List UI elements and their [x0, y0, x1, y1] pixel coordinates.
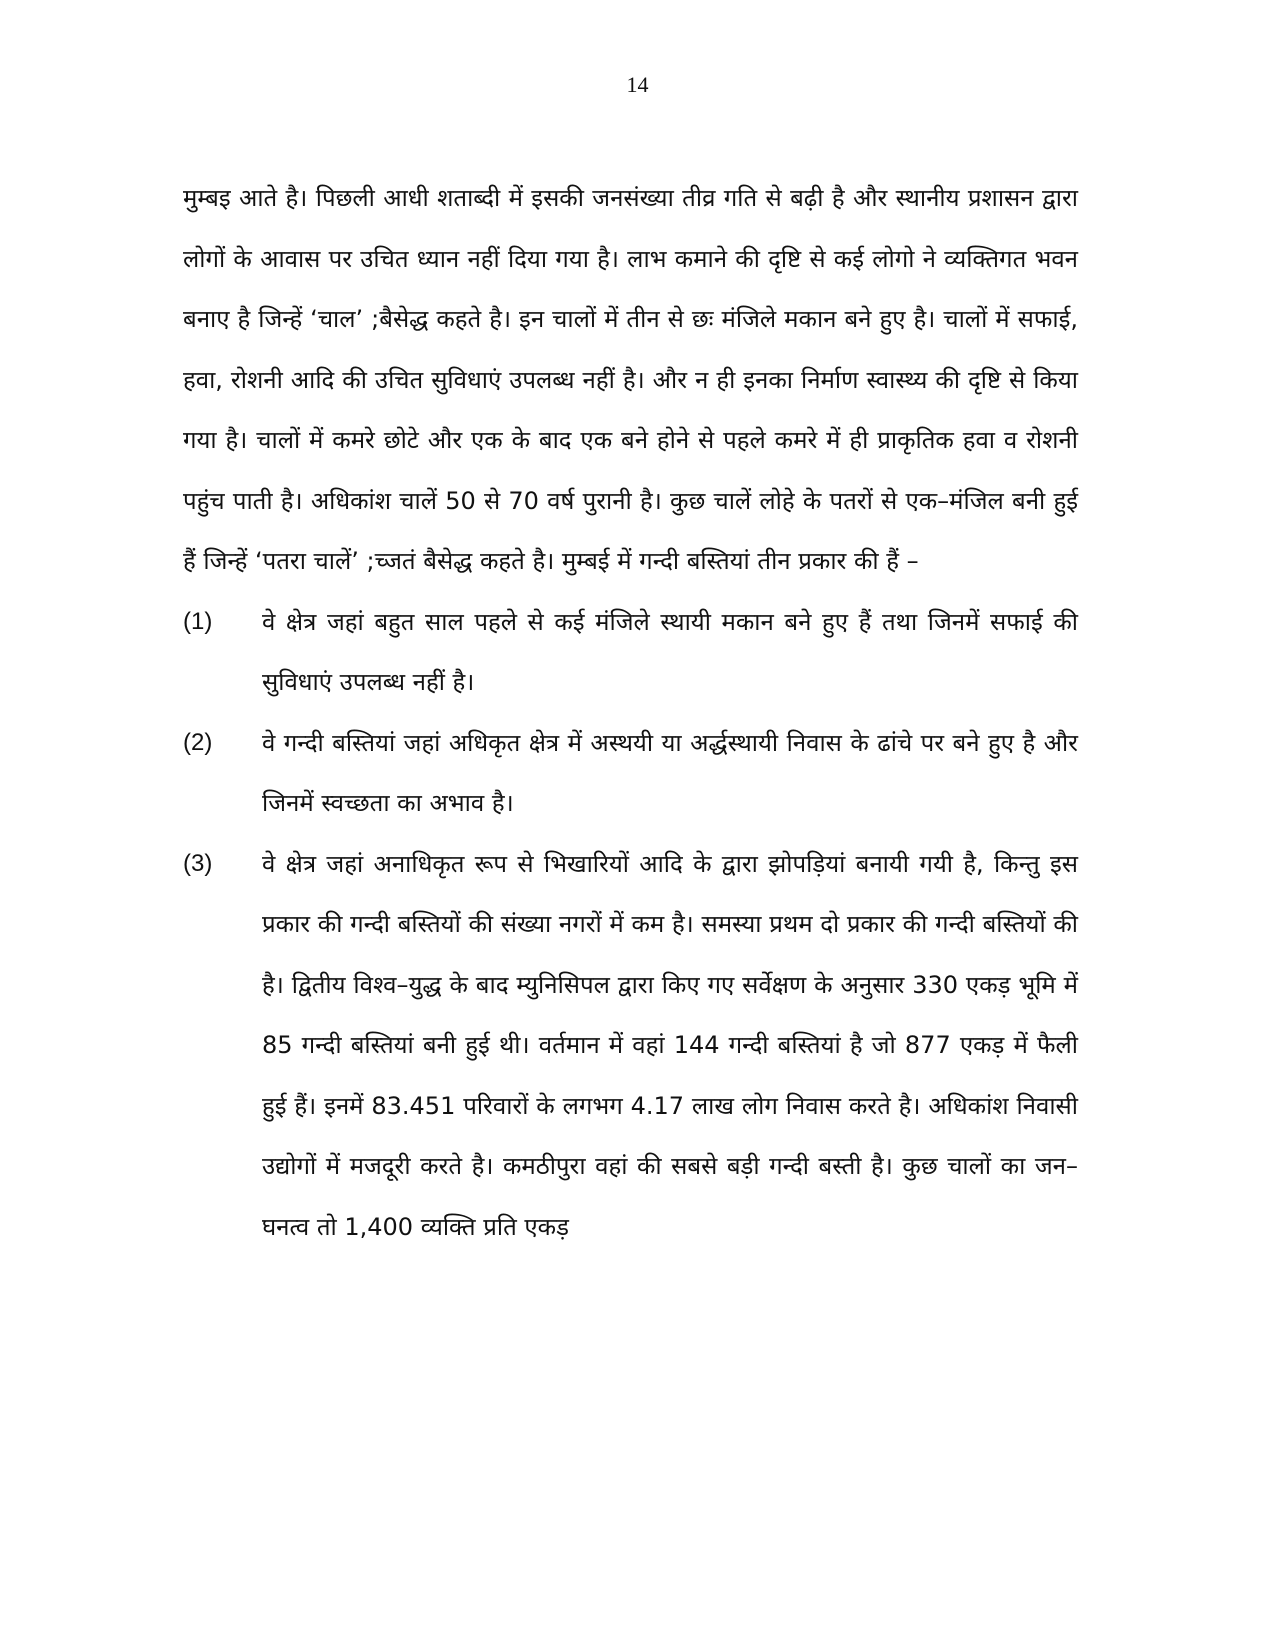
list-item: [183, 592, 1078, 713]
list-item-text: वे क्षेत्र जहां बहुत साल पहले से कई मंजिले स्थायी मकान बने हुए हैं तथा जिनमें सफाई की सुविधाएं उपलब्ध नहीं है।: [262, 607, 1078, 696]
list-marker: (1): [183, 607, 213, 635]
list-item: [183, 713, 1078, 834]
list-item: [183, 834, 1078, 1258]
list-item-text: वे गन्दी बस्तियां जहां अधिकृत क्षेत्र में अस्थयी या अर्द्धस्थायी निवास के ढांचे पर बने हुए है और जिनमें स्वच्छता का अभाव है।: [262, 728, 1078, 817]
intro-paragraph: मुम्बइ आते है। पिछली आधी शताब्दी में इसकी जनसंख्या तीव्र गति से बढ़ी है और स्थानीय प्रशासन द्वारा लोगों के आवास पर उचित ध्यान नहीं दिया गया है। लाभ कमाने की दृष्टि से कई लोगो ने व्यक्तिगत भवन बनाए है जिन्हें ‘चाल’ ;बैसेद्ध कहते है। इन चालों में तीन से छः मंजिले मकान बने हुए है। चालों में सफाई, हवा, रोशनी आदि की उचित सुविधाएं उपलब्ध नहीं है। और न ही इनका निर्माण स्वास्थ्य की दृष्टि से किया गया है। चालों में कमरे छोटे और एक के बाद एक बने होने से पहले कमरे में ही प्राकृतिक हवा व रोशनी पहुंच पाती है। अधिकांश चालें 50 से 70 वर्ष पुरानी है। कुछ चालें लोहे के पतरों से एक–मंजिल बनी हुई हैं जिन्हें ‘पतरा चालें’ ;च्जतं बैसेद्ध कहते है। मुम्बई में गन्दी बस्तियां तीन प्रकार की हैं –: [183, 184, 1078, 575]
list-marker: (2): [183, 728, 213, 756]
list-marker: (3): [183, 849, 213, 877]
body-text: [183, 168, 1078, 1257]
list-item-text: वे क्षेत्र जहां अनाधिकृत रूप से भिखारियों आदि के द्वारा झोपड़ियां बनायी गयी है, किन्तु इस प्रकार की गन्दी बस्तियों की संख्या नगरों में कम है। समस्या प्रथम दो प्रकार की गन्दी बस्तियों की है। द्वितीय विश्व–युद्ध के बाद म्युनिसिपल द्वारा किए गए सर्वेक्षण के अनुसार 330 एकड़ भूमि में 85 गन्दी बस्तियां बनी हुई थी। वर्तमान में वहां 144 गन्दी बस्तियां है जो 877 एकड़ में फैली हुई हैं। इनमें 83.451 परिवारों के लगभग 4.17 लाख लोग निवास करते है। अधिकांश निवासी उद्योगों में मजदूरी करते है। कमठीपुरा वहां की सबसे बड़ी गन्दी बस्ती है। कुछ चालों का जन–घनत्व तो 1,400 व्यक्ति प्रति एकड़: [262, 849, 1078, 1241]
page-number: 14: [626, 72, 649, 97]
